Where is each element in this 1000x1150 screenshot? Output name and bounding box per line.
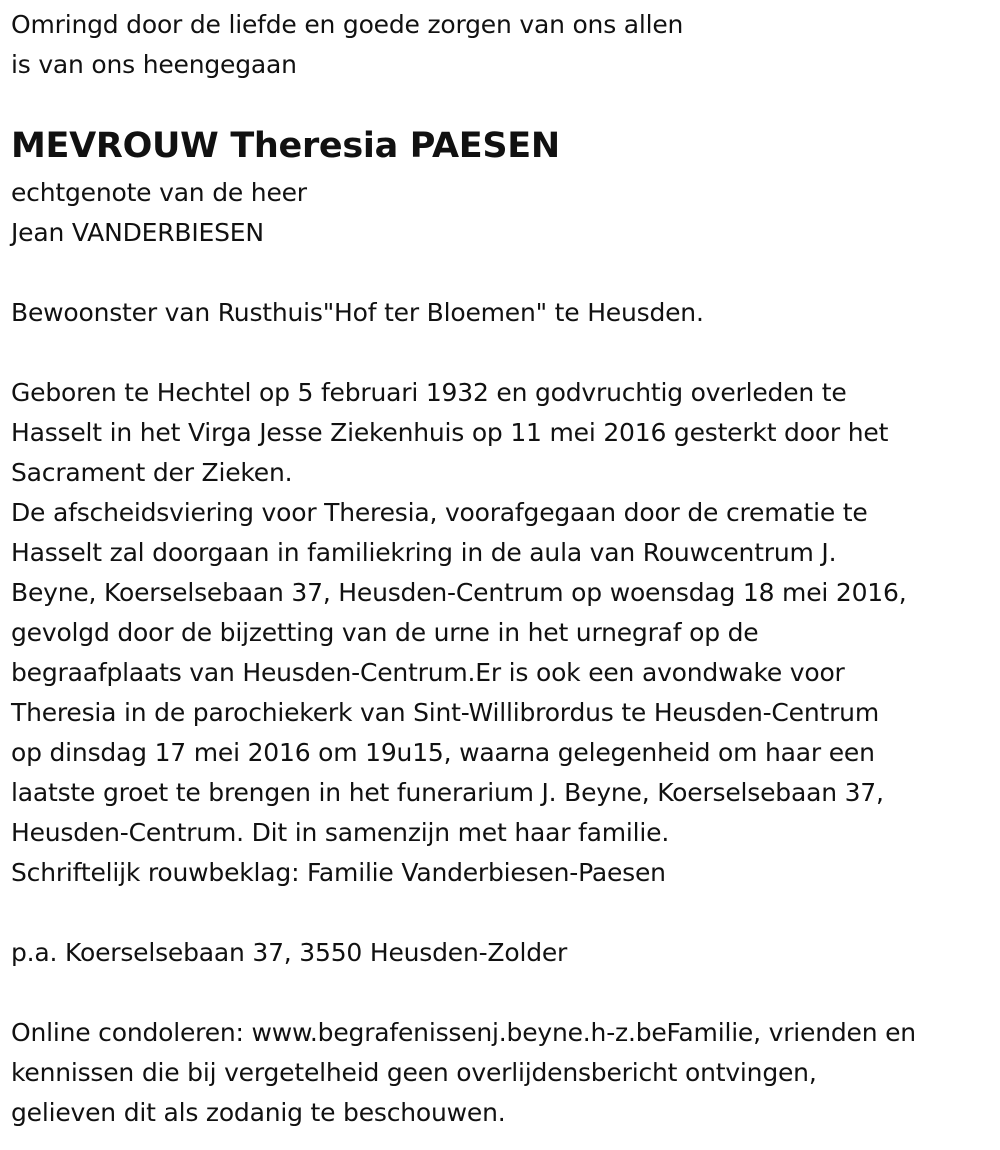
spouse-name: Jean VANDERBIESEN — [11, 218, 264, 247]
closing-line: gelieven dit als zodanig te beschouwen. — [11, 1098, 506, 1127]
text-line: Beyne, Koerselsebaan 37, Heusden-Centrum op woensdag 18 mei 2016, — [11, 578, 907, 607]
text-line: Theresia in de parochiekerk van Sint-Willibrordus te Heusden-Centrum — [11, 698, 879, 727]
text-line: begraafplaats van Heusden-Centrum.Er is ook een avondwake voor — [11, 658, 845, 687]
text-line: op dinsdag 17 mei 2016 om 19u15, waarna gelegenheid om haar een — [11, 738, 875, 767]
deceased-name: MEVROUW Theresia PAESEN — [11, 126, 560, 166]
ceremony-details — [11, 373, 906, 893]
text-line: laatste groet te brengen in het funerarium J. Beyne, Koerselsebaan 37, — [11, 778, 884, 807]
closing-section — [11, 1013, 916, 1133]
online-condolence-line: Online condoleren: www.begrafenissenj.beyne.h-z.beFamilie, vrienden en — [11, 1018, 916, 1047]
residence-line: Bewoonster van Rusthuis"Hof ter Bloemen" te Heusden. — [11, 298, 704, 327]
intro-line: is van ons heengegaan — [11, 50, 297, 79]
text-line: gevolgd door de bijzetting van de urne in het urnegraf op de — [11, 618, 759, 647]
text-line: Sacrament der Zieken. — [11, 458, 293, 487]
text-line: Heusden-Centrum. Dit in samenzijn met haar familie. — [11, 818, 670, 847]
text-line: Hasselt zal doorgaan in familiekring in de aula van Rouwcentrum J. — [11, 538, 837, 567]
intro-line: Omringd door de liefde en goede zorgen van ons allen — [11, 10, 684, 39]
spouse-line: echtgenote van de heer — [11, 178, 307, 207]
residence-section — [11, 293, 704, 333]
condolence-line: Schriftelijk rouwbeklag: Familie Vanderbiesen-Paesen — [11, 858, 666, 887]
address-section — [11, 933, 567, 973]
text-line: De afscheidsviering voor Theresia, voorafgegaan door de crematie te — [11, 498, 868, 527]
spouse-section — [11, 173, 307, 253]
intro-section — [11, 5, 683, 85]
postal-address: p.a. Koerselsebaan 37, 3550 Heusden-Zolder — [11, 938, 568, 967]
text-line: Geboren te Hechtel op 5 februari 1932 en godvruchtig overleden te — [11, 378, 847, 407]
text-line: Hasselt in het Virga Jesse Ziekenhuis op 11 mei 2016 gesterkt door het — [11, 418, 889, 447]
closing-line: kennissen die bij vergetelheid geen overlijdensbericht ontvingen, — [11, 1058, 817, 1087]
